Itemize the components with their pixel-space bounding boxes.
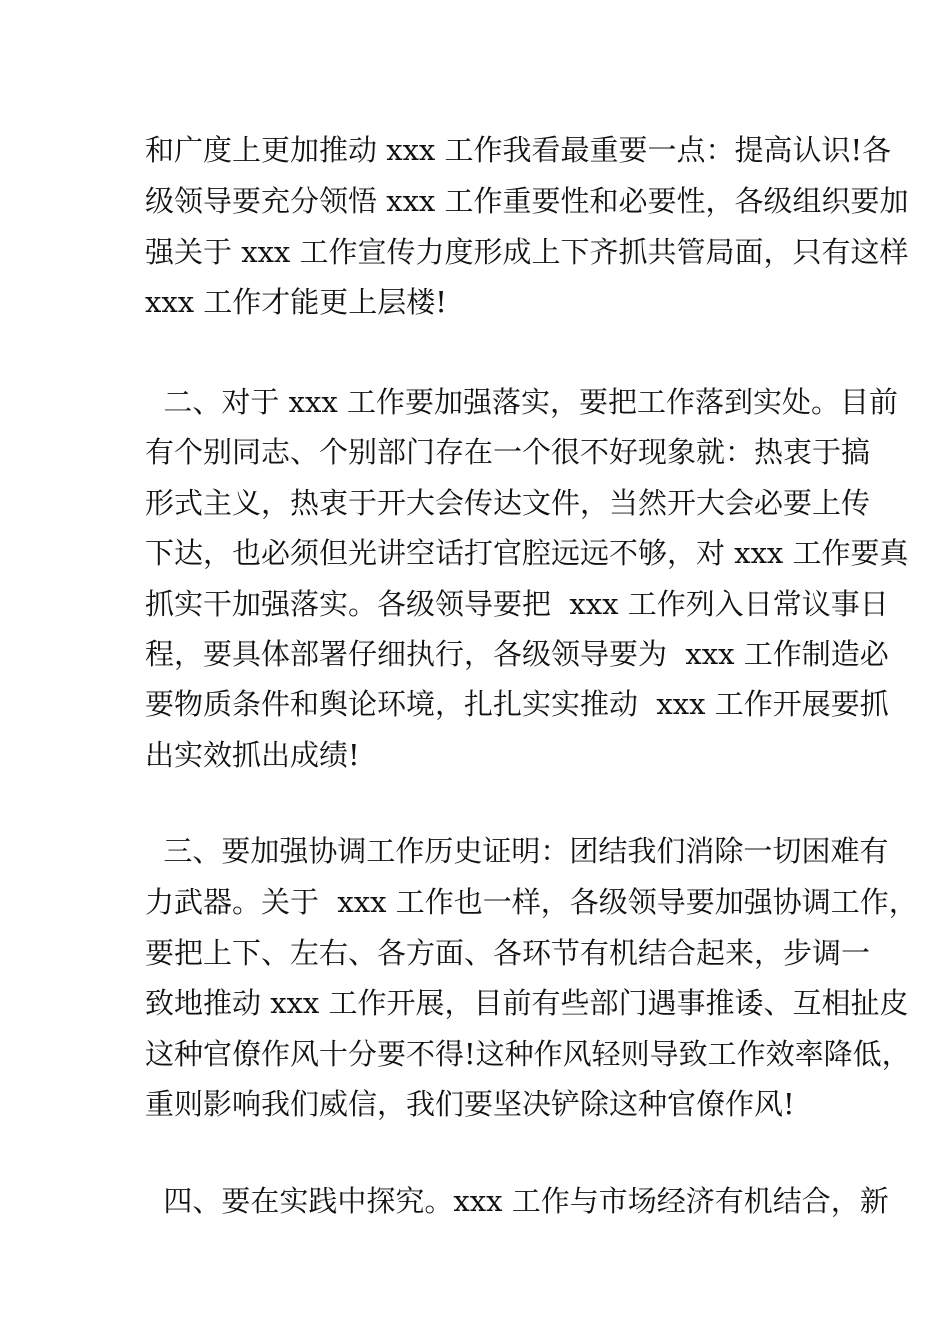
text-line: 形式主义，热衷于开大会传达文件，当然开大会必要上传 <box>145 486 871 520</box>
text-line: 致地推动 xxx 工作开展，目前有些部门遇事推诿、互相扯皮 <box>145 986 909 1020</box>
text-line: 级领导要充分领悟 xxx 工作重要性和必要性，各级组织要加 <box>145 184 909 218</box>
text-line: 有个别同志、个别部门存在一个很不好现象就：热衷于搞 <box>145 435 871 469</box>
text-line: xxx 工作才能更上层楼! <box>145 285 447 319</box>
text-line: 和广度上更加推动 xxx 工作我看最重要一点：提高认识!各 <box>145 133 892 167</box>
paragraph-3-line: 三、要加强协调工作历史证明：团结我们消除一切困难有 <box>145 834 889 868</box>
text-line: 这种官僚作风十分要不得!这种作风轻则导致工作效率降低， <box>145 1037 911 1071</box>
text-line: 重则影响我们威信，我们要坚决铲除这种官僚作风! <box>145 1087 795 1121</box>
text-line: 程，要具体部署仔细执行，各级领导要为 xxx 工作制造必 <box>145 637 889 671</box>
text-line: 强关于 xxx 工作宣传力度形成上下齐抓共管局面，只有这样 <box>145 235 909 269</box>
paragraph-4-line: 四、要在实践中探究。xxx 工作与市场经济有机结合，新 <box>145 1184 889 1218</box>
text-line: 要把上下、左右、各方面、各环节有机结合起来，步调一 <box>145 936 871 970</box>
text-line: 抓实干加强落实。各级领导要把 xxx 工作列入日常议事日 <box>145 587 889 621</box>
paragraph-2-line: 二、对于 xxx 工作要加强落实，要把工作落到实处。目前 <box>145 385 898 419</box>
text-line: 出实效抓出成绩! <box>145 738 360 772</box>
text-line: 下达，也必须但光讲空话打官腔远远不够，对 xxx 工作要真 <box>145 536 909 570</box>
text-line: 要物质条件和舆论环境，扎扎实实推动 xxx 工作开展要抓 <box>145 687 889 721</box>
text-line: 力武器。关于 xxx 工作也一样，各级领导要加强协调工作， <box>145 885 918 919</box>
